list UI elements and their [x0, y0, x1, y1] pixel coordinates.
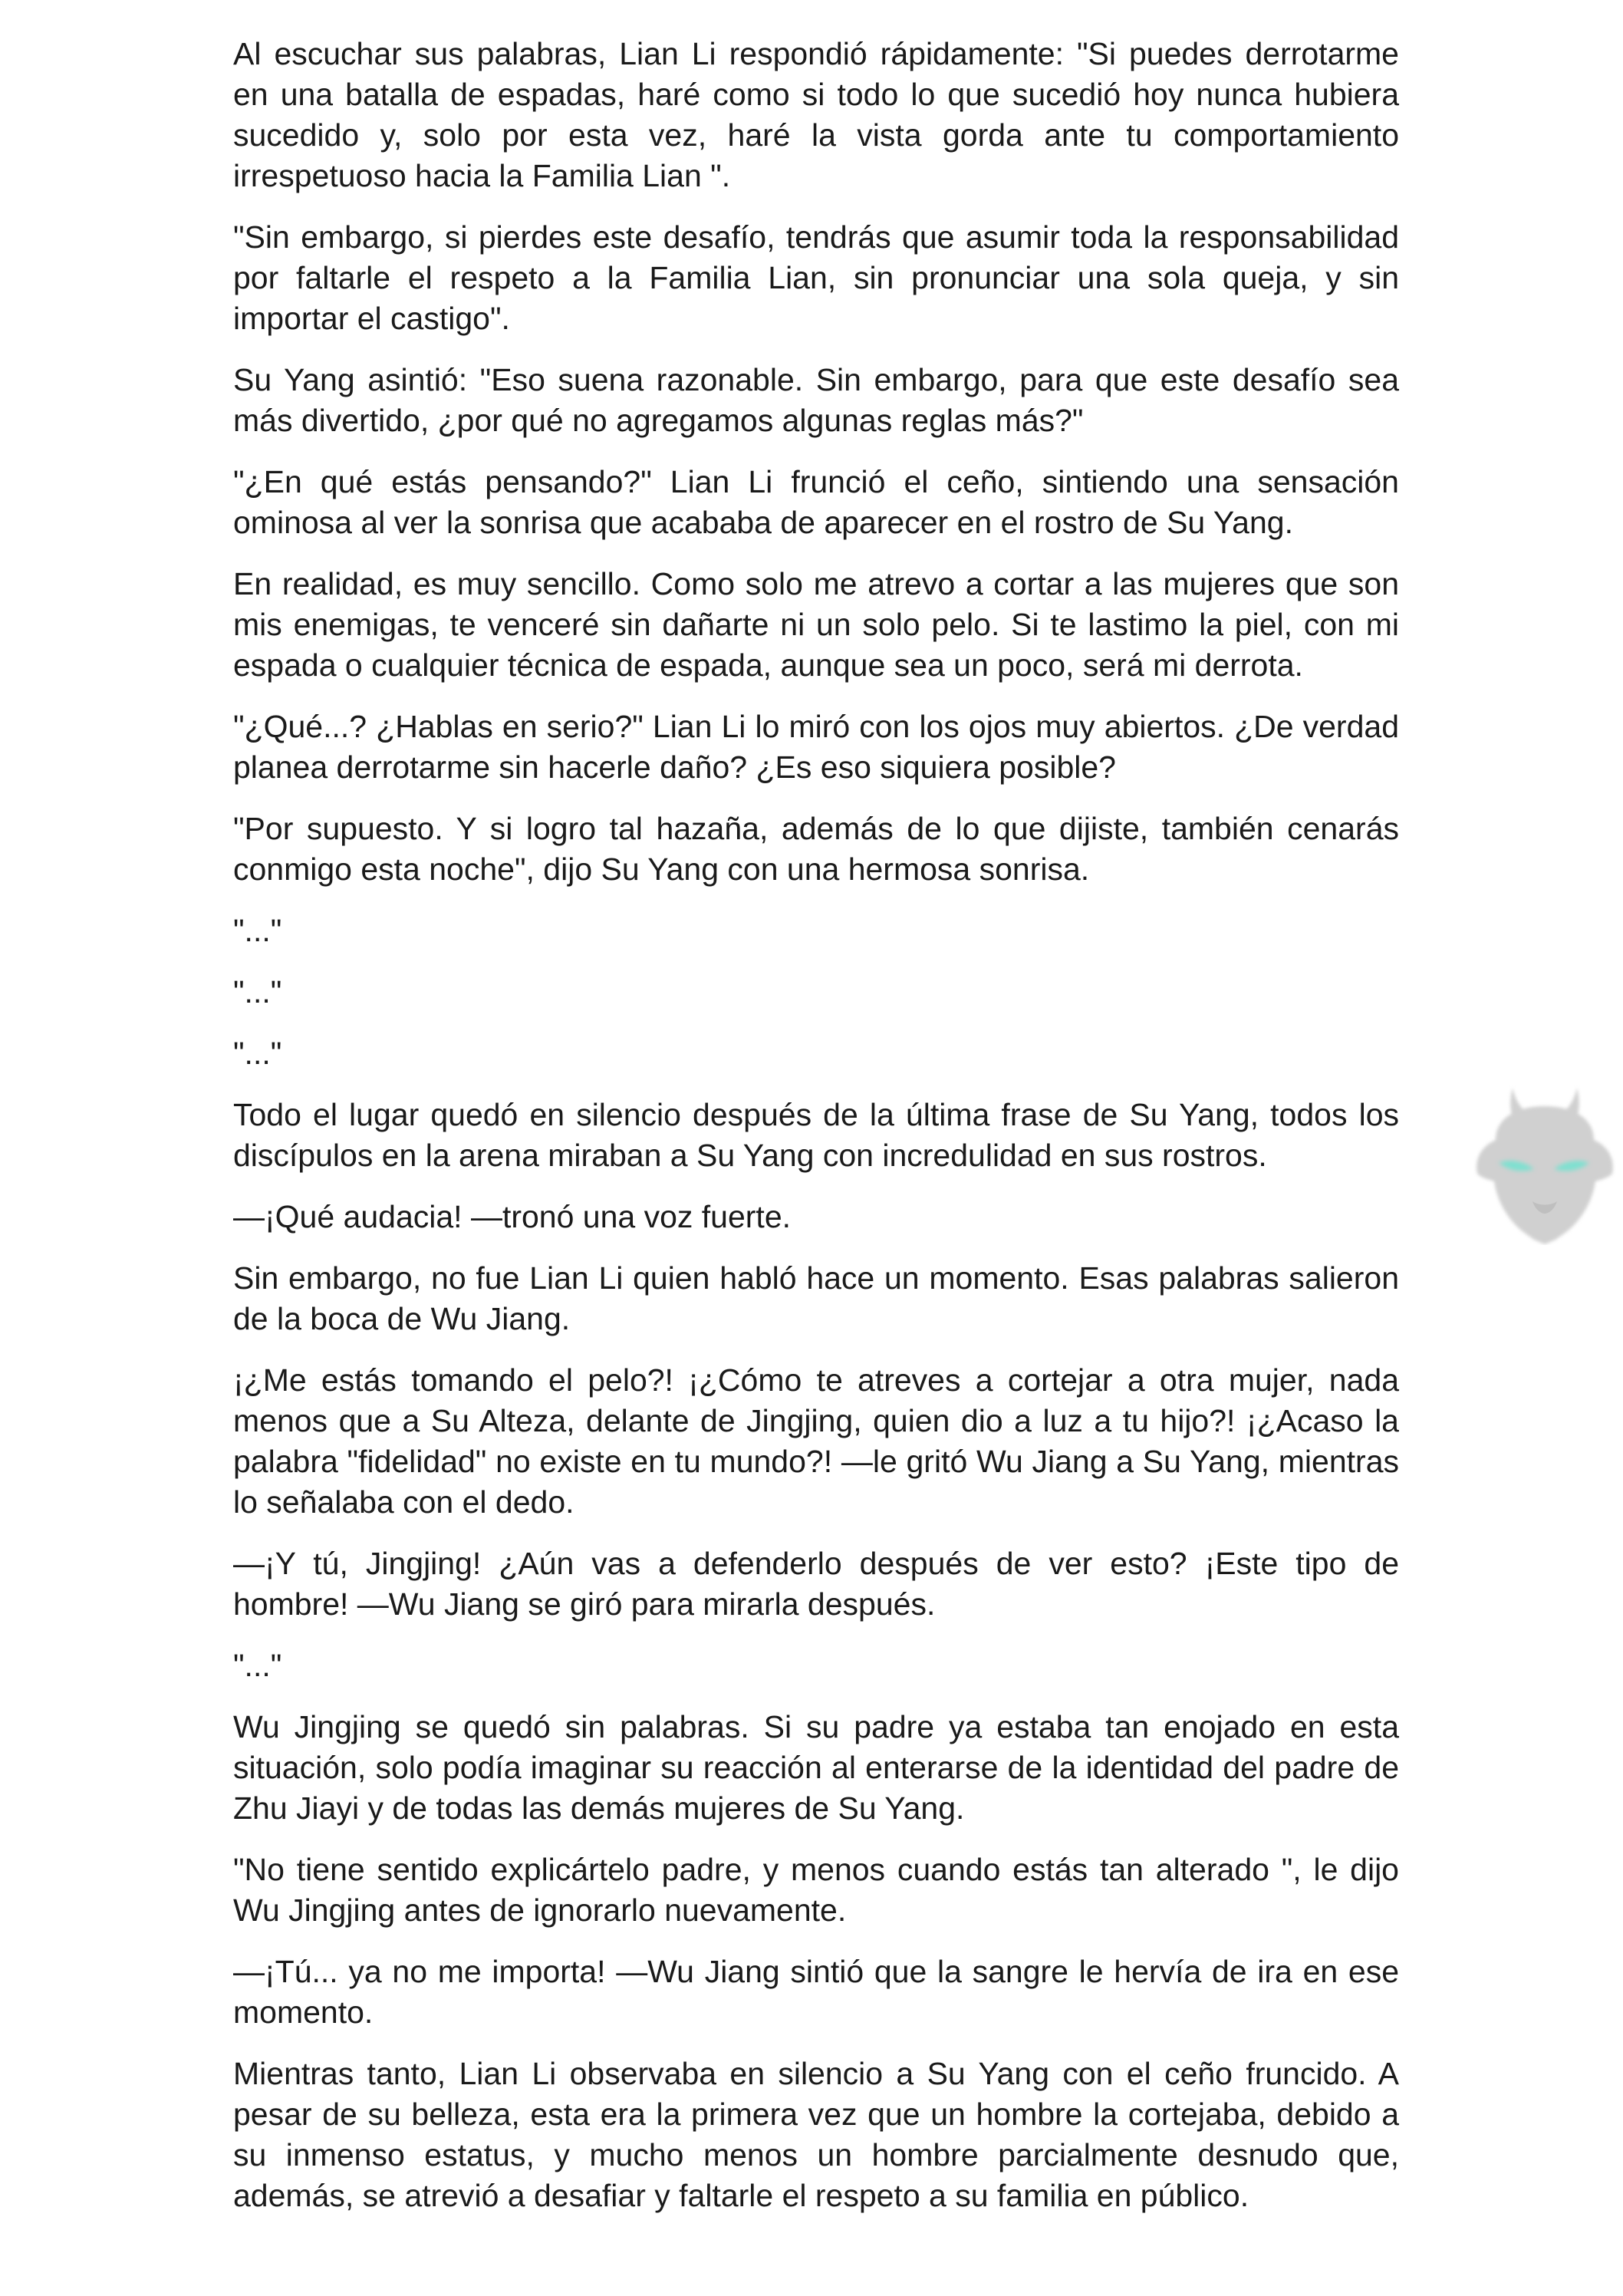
paragraph: Al escuchar sus palabras, Lian Li respondió rápidamente: "Si puedes derrotarme en una batalla de espadas, haré como si todo lo que sucedió hoy nunca hubiera sucedido y, solo por esta vez, haré la vista gorda ante tu comportamiento irrespetuoso hacia la Familia Lian ". [233, 36, 1399, 193]
document-body [233, 34, 1399, 2237]
paragraph: ¡¿Me estás tomando el pelo?! ¡¿Cómo te atreves a cortejar a otra mujer, nada menos que a Su Alteza, delante de Jingjing, quien dio a luz a tu hijo?! ¡¿Acaso la palabra "fidelidad" no existe en tu mundo?! —le gritó Wu Jiang a Su Yang, mientras lo señalaba con el dedo. [233, 1362, 1399, 1520]
paragraph-ellipsis: "..." [233, 913, 282, 948]
paragraph: "¿Qué...? ¿Hablas en serio?" Lian Li lo miró con los ojos muy abiertos. ¿De verdad planea derrotarme sin hacerle daño? ¿Es eso siquiera posible? [233, 709, 1399, 785]
paragraph: Todo el lugar quedó en silencio después de la última frase de Su Yang, todos los discípulos en la arena miraban a Su Yang con incredulidad en sus rostros. [233, 1097, 1399, 1173]
paragraph: Wu Jingjing se quedó sin palabras. Si su padre ya estaba tan enojado en esta situación, solo podía imaginar su reacción al enterarse de la identidad del padre de Zhu Jiayi y de todas las demás mujeres de Su Yang. [233, 1709, 1399, 1826]
paragraph: —¡Y tú, Jingjing! ¿Aún vas a defenderlo después de ver esto? ¡Este tipo de hombre! —Wu Jiang se giró para mirarla después. [233, 1546, 1399, 1622]
paragraph-ellipsis: "..." [233, 1648, 282, 1683]
paragraph: Mientras tanto, Lian Li observaba en silencio a Su Yang con el ceño fruncido. A pesar de su belleza, esta era la primera vez que un hombre la cortejaba, debido a su inmenso estatus, y mucho menos un hombre parcialmente desnudo que, además, se atrevió a desafiar y faltarle el respeto a su familia en público. [233, 2056, 1399, 2213]
paragraph: —¡Tú... ya no me importa! —Wu Jiang sintió que la sangre le hervía de ira en ese momento. [233, 1954, 1399, 2030]
paragraph: "Sin embargo, si pierdes este desafío, tendrás que asumir toda la responsabilidad por faltarle el respeto a la Familia Lian, sin pronunciar una sola queja, y sin importar el castigo". [233, 219, 1399, 336]
paragraph-ellipsis: "..." [233, 1036, 282, 1071]
paragraph: "¿En qué estás pensando?" Lian Li frunció el ceño, sintiendo una sensación ominosa al ver la sonrisa que acababa de aparecer en el rostro de Su Yang. [233, 464, 1399, 540]
paragraph: Su Yang asintió: "Eso suena razonable. Sin embargo, para que este desafío sea más divertido, ¿por qué no agregamos algunas reglas más?" [233, 362, 1399, 438]
paragraph: —¡Qué audacia! —tronó una voz fuerte. [233, 1199, 792, 1234]
demon-head-icon [1465, 1072, 1623, 1245]
paragraph-ellipsis: "..." [233, 974, 282, 1010]
paragraph: En realidad, es muy sencillo. Como solo me atrevo a cortar a las mujeres que son mis enemigas, te venceré sin dañarte ni un solo pelo. Si te lastimo la piel, con mi espada o cualquier técnica de espada, aunque sea un poco, será mi derrota. [233, 566, 1399, 683]
paragraph: "No tiene sentido explicártelo padre, y menos cuando estás tan alterado ", le dijo Wu Jingjing antes de ignorarlo nuevamente. [233, 1852, 1399, 1928]
paragraph: Sin embargo, no fue Lian Li quien habló hace un momento. Esas palabras salieron de la boca de Wu Jiang. [233, 1260, 1399, 1336]
paragraph: "Por supuesto. Y si logro tal hazaña, además de lo que dijiste, también cenarás conmigo esta noche", dijo Su Yang con una hermosa sonrisa. [233, 811, 1399, 887]
